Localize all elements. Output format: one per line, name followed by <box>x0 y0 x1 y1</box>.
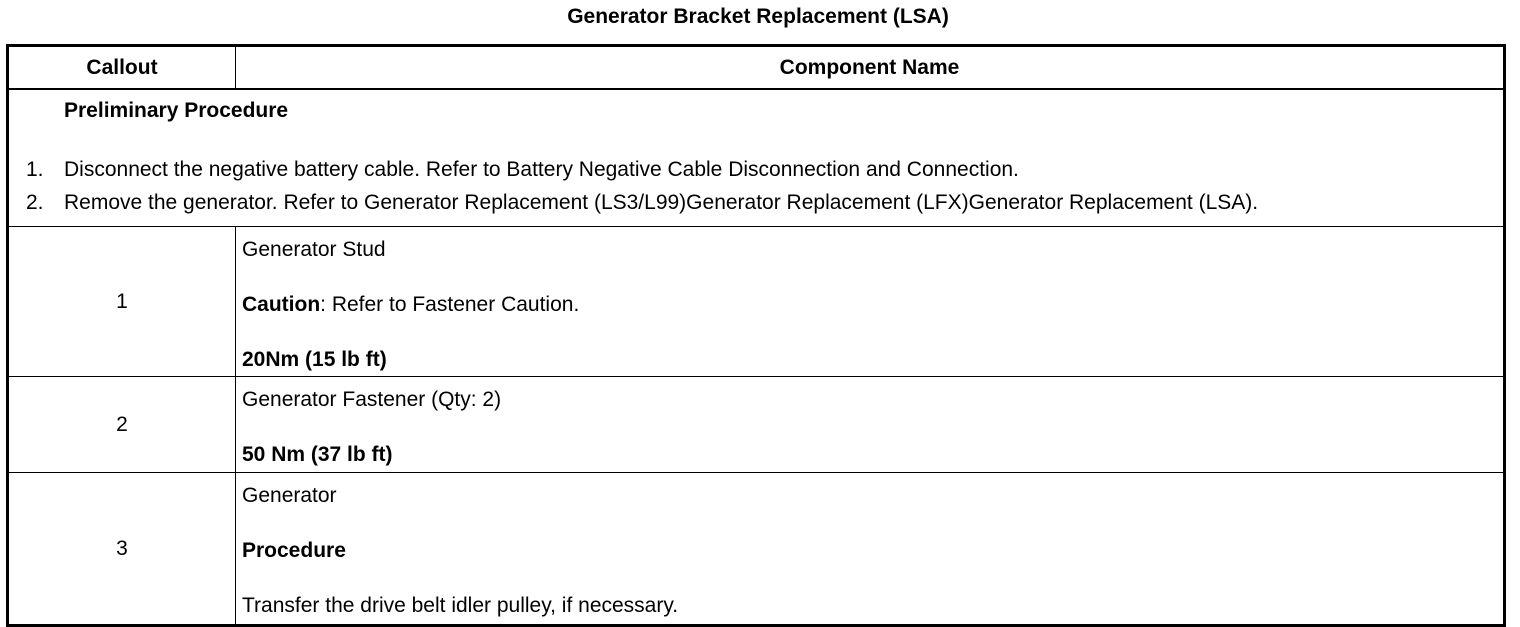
component-cell <box>236 377 1505 473</box>
caution-note <box>242 292 1497 318</box>
callout-number: 3 <box>8 473 236 626</box>
callout-number: 2 <box>8 377 236 473</box>
caution-text: : Refer to Fastener Caution. <box>320 293 580 316</box>
component-name: Generator Stud <box>242 238 386 261</box>
document-title: Generator Bracket Replacement (LSA) <box>567 5 949 28</box>
component-cell <box>236 227 1505 377</box>
component-name: Generator Fastener (Qty: 2) <box>242 388 502 411</box>
step-text: Remove the generator. Refer to Generator Replacement (LS3/L99)Generator Replacement (LFX)Generator Replacement (LSA). <box>64 191 1259 214</box>
preliminary-procedure-row <box>8 89 1505 227</box>
procedure-label: Procedure <box>242 539 346 562</box>
callout-column-header: Callout <box>8 46 236 90</box>
component-name: Generator <box>242 484 337 507</box>
step-text: Disconnect the negative battery cable. Refer to Battery Negative Cable Disconnection and Connection. <box>64 158 1019 181</box>
caution-label: Caution <box>242 293 321 316</box>
component-name-column-header: Component Name <box>236 46 1505 90</box>
component-table <box>6 44 1506 627</box>
torque-spec: 50 Nm (37 lb ft) <box>242 443 393 466</box>
table-row <box>8 227 1505 377</box>
preliminary-procedure-heading: Preliminary Procedure <box>64 99 289 122</box>
preliminary-step <box>26 186 1493 219</box>
step-number: 1. <box>26 158 44 181</box>
preliminary-step <box>26 153 1493 186</box>
callout-number: 1 <box>8 227 236 377</box>
torque-spec: 20Nm (15 lb ft) <box>242 348 387 371</box>
table-header-row <box>8 46 1505 90</box>
procedure-text: Transfer the drive belt idler pulley, if necessary. <box>242 594 679 617</box>
step-number: 2. <box>26 191 44 214</box>
table-row <box>8 473 1505 626</box>
component-cell <box>236 473 1505 626</box>
preliminary-procedure-cell <box>8 89 1505 227</box>
table-row <box>8 377 1505 473</box>
